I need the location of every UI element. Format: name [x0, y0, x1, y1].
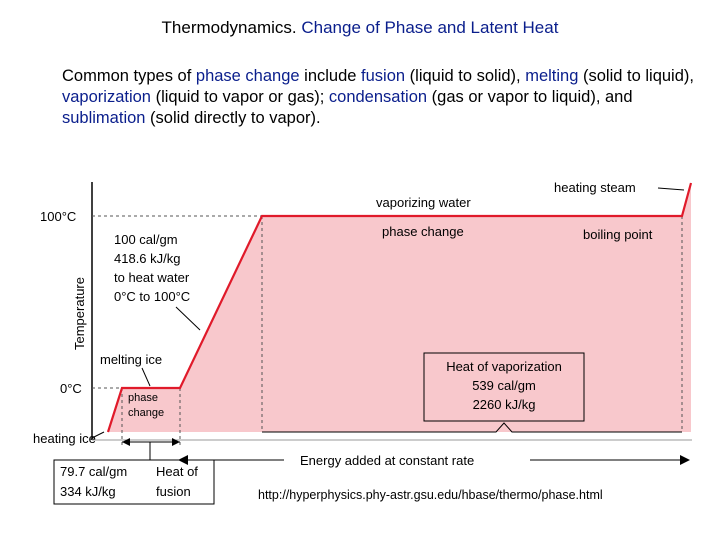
label-vaporizing-water: vaporizing water	[376, 195, 471, 210]
keyword-vaporization: vaporization	[62, 88, 151, 106]
heat-water-line-2: 418.6 kJ/kg	[114, 251, 181, 266]
label-phase-change-top: phase change	[382, 224, 464, 239]
title-prefix: Thermodynamics.	[161, 18, 302, 37]
pointer-heating-steam	[658, 188, 684, 190]
fusion-label-1: Heat of	[156, 464, 198, 479]
title-main: Change of Phase and Latent Heat	[301, 18, 559, 37]
fusion-arrow-right	[172, 438, 180, 446]
intro-text-2: include	[299, 67, 362, 85]
pointer-melting-ice	[142, 368, 150, 386]
heat-water-line-3: to heat water	[114, 270, 190, 285]
fusion-label-2: fusion	[156, 484, 191, 499]
label-phase-small-1: phase	[128, 392, 158, 404]
intro-text-7: (solid directly to vapor).	[145, 109, 321, 127]
label-boiling-point: boiling point	[583, 227, 653, 242]
heat-water-line-4: 0°C to 100°C	[114, 289, 191, 304]
y-axis-label: Temperature	[72, 277, 87, 350]
tick-0c: 0°C	[60, 381, 82, 396]
label-heating-steam: heating steam	[554, 180, 636, 195]
tick-100c: 100°C	[40, 209, 77, 224]
energy-area-fill	[108, 183, 691, 432]
keyword-condensation: condensation	[328, 88, 428, 106]
vaporization-cal: 539 cal/gm	[472, 378, 536, 393]
label-melting-ice: melting ice	[100, 352, 163, 367]
intro-text-1: Common types of	[62, 67, 196, 85]
keyword-sublimation: sublimation	[62, 109, 146, 127]
energy-arrow-right-head	[680, 455, 690, 465]
label-phase-small-2: change	[128, 407, 165, 419]
intro-text-3: (liquid to solid),	[405, 67, 526, 85]
keyword-phase-change: phase change	[195, 67, 300, 85]
fusion-cal: 79.7 cal/gm	[60, 464, 128, 479]
keyword-fusion: fusion	[361, 67, 406, 85]
fusion-arrow-left	[122, 438, 130, 446]
intro-text-6: (gas or vapor to liquid), and	[427, 88, 633, 106]
heat-water-line-1: 100 cal/gm	[114, 232, 178, 247]
label-heating-ice: heating ice	[33, 431, 96, 446]
vaporization-kj: 2260 kJ/kg	[472, 397, 536, 412]
pointer-heat-water	[176, 307, 200, 330]
source-url: http://hyperphysics.phy-astr.gsu.edu/hbase/thermo/phase.html	[258, 488, 603, 502]
vaporization-title: Heat of vaporization	[446, 359, 562, 374]
keyword-melting: melting	[525, 67, 579, 85]
intro-text-4: (solid to liquid),	[578, 67, 694, 85]
intro-text-5: (liquid to vapor or gas);	[150, 88, 329, 106]
fusion-kj: 334 kJ/kg	[60, 484, 116, 499]
x-axis-label: Energy added at constant rate	[300, 453, 475, 468]
